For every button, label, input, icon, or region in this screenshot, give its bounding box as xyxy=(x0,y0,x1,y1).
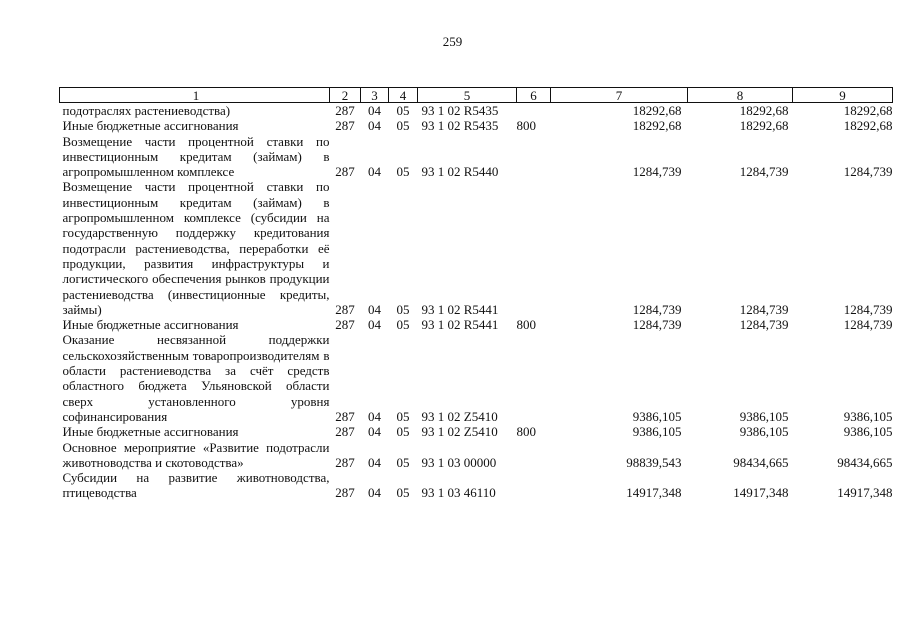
cell-code-3: 04 xyxy=(368,164,381,180)
cell-amount-8: 18292,68 xyxy=(739,103,789,118)
cell-code-2: 287 xyxy=(335,103,355,118)
cell-expense-type xyxy=(517,179,551,317)
cell-amount-7: 1284,739 xyxy=(632,301,682,317)
cell-amount-8: 1284,739 xyxy=(739,301,789,317)
table-row xyxy=(60,332,893,424)
cell-code-4: 05 xyxy=(396,424,410,440)
cell-amount-9: 9386,105 xyxy=(843,408,893,424)
cell-code-4: 05 xyxy=(396,485,410,501)
cell-code-2: 287 xyxy=(335,317,355,333)
cell-expense-type: 800 xyxy=(516,317,536,333)
cell-amount-9: 1284,739 xyxy=(843,301,893,317)
column-header: 6 xyxy=(517,88,551,103)
cell-amount-7: 98839,543 xyxy=(626,454,682,470)
cell-code-4: 05 xyxy=(396,301,410,317)
cell-code-2: 287 xyxy=(335,408,355,424)
cell-amount-8: 1284,739 xyxy=(739,317,789,333)
cell-code-4: 05 xyxy=(396,164,410,180)
cell-expense-type xyxy=(517,134,551,180)
row-description: Иные бюджетные ассигнования xyxy=(62,118,239,134)
cell-code-3: 04 xyxy=(368,103,381,118)
cell-code-4: 05 xyxy=(396,317,410,333)
cell-code-4: 05 xyxy=(396,103,410,118)
cell-amount-7: 9386,105 xyxy=(632,408,682,424)
cell-target-article: 93 1 02 R5440 xyxy=(421,164,499,180)
table-header-row xyxy=(60,88,893,103)
cell-code-4: 05 xyxy=(396,408,410,424)
cell-amount-8: 9386,105 xyxy=(739,424,789,440)
cell-code-3: 04 xyxy=(368,118,381,134)
table-row xyxy=(60,470,893,501)
cell-code-2: 287 xyxy=(335,424,355,440)
cell-code-3: 04 xyxy=(368,424,381,440)
cell-amount-9: 18292,68 xyxy=(843,118,893,134)
cell-expense-type xyxy=(517,103,551,119)
cell-code-3: 04 xyxy=(368,317,381,333)
row-description: Возмещение части процентной ставки по инвестиционным кредитам (займам) в агропромышленном комплексе xyxy=(62,133,330,180)
cell-code-2: 287 xyxy=(335,301,355,317)
cell-amount-9: 14917,348 xyxy=(837,485,893,501)
table-row xyxy=(60,317,893,332)
row-description: Иные бюджетные ассигнования xyxy=(62,424,239,440)
table-row xyxy=(60,440,893,471)
column-header: 3 xyxy=(361,88,389,103)
cell-amount-7: 1284,739 xyxy=(632,164,682,180)
cell-amount-8: 1284,739 xyxy=(739,164,789,180)
table-body xyxy=(60,103,893,501)
row-description: Оказание несвязанной поддержки сельскохозяйственным товаропроизводителям в области растениеводства за счёт средств областного бюджета Ульяновской области сверх установленного уровня софинансирования xyxy=(62,332,330,424)
cell-code-2: 287 xyxy=(335,454,355,470)
table-row xyxy=(60,424,893,439)
cell-amount-9: 9386,105 xyxy=(843,424,893,440)
cell-code-4: 05 xyxy=(396,454,410,470)
cell-amount-8: 98434,665 xyxy=(733,454,789,470)
table-row xyxy=(60,103,893,119)
cell-amount-7: 18292,68 xyxy=(632,103,682,118)
column-header: 7 xyxy=(551,88,688,103)
cell-code-2: 287 xyxy=(335,118,355,134)
column-header: 2 xyxy=(330,88,361,103)
cell-code-3: 04 xyxy=(368,408,381,424)
cell-expense-type: 800 xyxy=(516,424,536,440)
table-row xyxy=(60,118,893,133)
column-header: 8 xyxy=(688,88,793,103)
cell-amount-7: 9386,105 xyxy=(632,424,682,440)
cell-amount-7: 1284,739 xyxy=(632,317,682,333)
cell-target-article: 93 1 02 R5441 xyxy=(421,301,499,317)
cell-amount-9: 1284,739 xyxy=(843,164,893,180)
cell-amount-9: 18292,68 xyxy=(843,103,893,118)
row-description: Субсидии на развитие животноводства, птицеводства xyxy=(62,470,330,501)
column-header: 1 xyxy=(60,88,330,103)
column-header: 4 xyxy=(389,88,418,103)
table-row xyxy=(60,179,893,317)
page-number: 259 xyxy=(442,34,463,49)
row-description: Возмещение части процентной ставки по инвестиционным кредитам (займам) в агропромышленном комплексе (субсидии на государственную поддержку кредитования подотрасли растениеводства, переработки её продукции, развития инфраструктуры и логистического обеспечения рынков продукции растениеводства (инвестиционные кредиты, займы) xyxy=(62,179,330,317)
cell-code-2: 287 xyxy=(335,485,355,501)
cell-target-article: 93 1 02 R5435 xyxy=(421,103,499,118)
cell-target-article: 93 1 03 00000 xyxy=(421,454,497,470)
cell-code-4: 05 xyxy=(396,118,410,134)
cell-code-3: 04 xyxy=(368,485,381,501)
cell-expense-type xyxy=(517,332,551,424)
cell-amount-8: 9386,105 xyxy=(739,408,789,424)
cell-expense-type: 800 xyxy=(516,118,536,134)
cell-target-article: 93 1 02 Z5410 xyxy=(421,424,498,440)
cell-expense-type xyxy=(517,440,551,471)
cell-amount-7: 14917,348 xyxy=(626,485,682,501)
cell-target-article: 93 1 03 46110 xyxy=(421,485,496,501)
column-header: 5 xyxy=(418,88,517,103)
cell-amount-8: 14917,348 xyxy=(733,485,789,501)
cell-code-3: 04 xyxy=(368,454,381,470)
row-description: Иные бюджетные ассигнования xyxy=(62,317,239,333)
cell-expense-type xyxy=(517,470,551,501)
row-description: подотраслях растениеводства) xyxy=(62,103,231,118)
cell-target-article: 93 1 02 R5441 xyxy=(421,317,499,333)
table-row xyxy=(60,134,893,180)
cell-amount-9: 98434,665 xyxy=(837,454,893,470)
cell-target-article: 93 1 02 R5435 xyxy=(421,118,499,134)
cell-code-2: 287 xyxy=(335,164,355,180)
cell-amount-7: 18292,68 xyxy=(632,118,682,134)
cell-amount-9: 1284,739 xyxy=(843,317,893,333)
budget-table xyxy=(59,87,893,501)
cell-amount-8: 18292,68 xyxy=(739,118,789,134)
cell-target-article: 93 1 02 Z5410 xyxy=(421,408,498,424)
cell-code-3: 04 xyxy=(368,301,381,317)
column-header: 9 xyxy=(793,88,893,103)
row-description: Основное мероприятие «Развитие подотрасли животноводства и скотоводства» xyxy=(62,439,330,470)
